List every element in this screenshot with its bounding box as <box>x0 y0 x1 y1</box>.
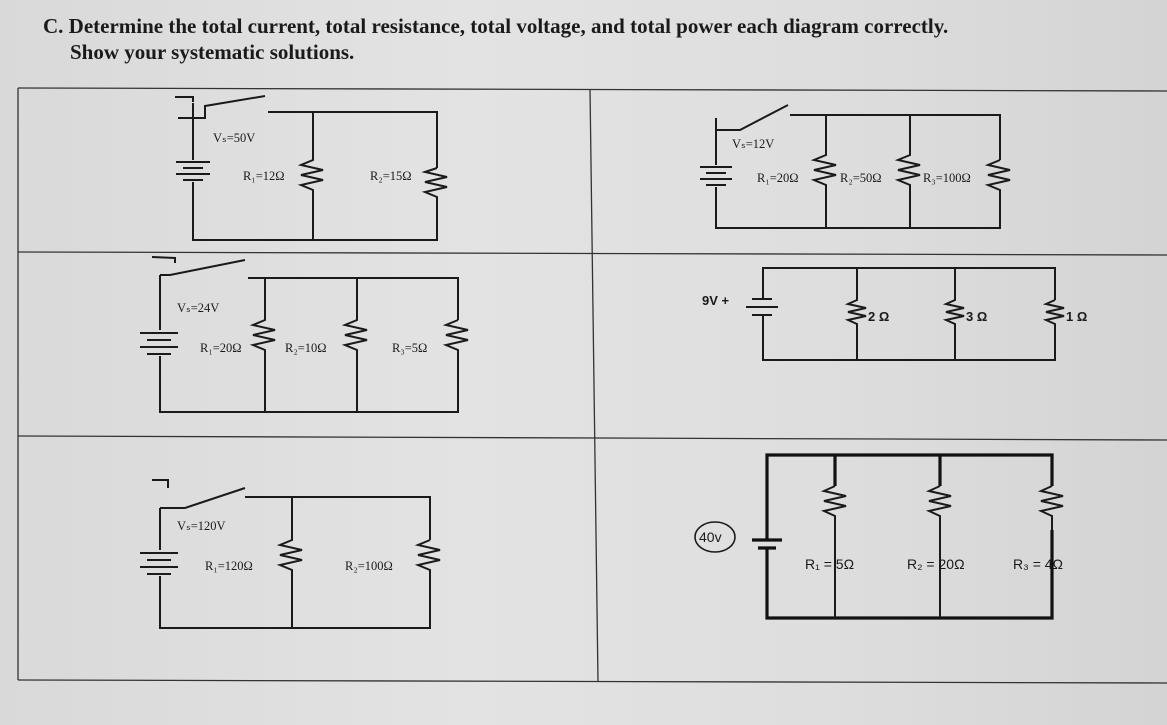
resistor-label-3c: R₃=5Ω <box>392 341 428 355</box>
battery-5-icon <box>140 553 178 574</box>
circuit-diagram-1 <box>175 96 447 240</box>
resistor-label-5a: R₁=120Ω <box>205 559 253 573</box>
resistor-label-6c: R₃ = 4Ω <box>1013 556 1064 572</box>
circuit-diagram-4 <box>702 268 1087 360</box>
resistor-label-6a: R₁ = 5Ω <box>805 556 855 572</box>
battery-6-icon <box>752 540 782 548</box>
voltage-label-2: Vₛ=12V <box>732 137 775 151</box>
battery-4-icon <box>746 299 778 315</box>
circuit-diagram-6 <box>695 455 1063 618</box>
instruction-line-1: C. Determine the total current, total resistance, total voltage, and total power each diagram correctly. <box>43 14 949 38</box>
voltage-label-6: 40v <box>699 529 722 545</box>
voltage-label-5: Vₛ=120V <box>177 519 226 533</box>
circuit-diagram-2 <box>700 105 1010 228</box>
voltage-label-3: Vₛ=24V <box>177 301 220 315</box>
voltage-label-4: 9V + <box>702 293 730 308</box>
battery-2-icon <box>700 167 732 185</box>
resistor-label-1b: R₂=15Ω <box>370 169 412 183</box>
battery-1-icon <box>176 162 210 180</box>
resistor-label-6b: R₂ = 20Ω <box>907 556 965 572</box>
resistor-label-5b: R₂=100Ω <box>345 559 393 573</box>
circuit-diagram-3 <box>140 257 468 412</box>
battery-3-icon <box>140 333 178 354</box>
resistor-label-3a: R₁=20Ω <box>200 341 242 355</box>
instruction-line-2: Show your systematic solutions. <box>70 40 355 64</box>
resistor-label-4a: 2 Ω <box>868 309 890 324</box>
circuit-diagram-5 <box>140 480 440 628</box>
resistor-label-4c: 1 Ω <box>1066 309 1088 324</box>
resistor-label-4b: 3 Ω <box>966 309 988 324</box>
resistor-label-2a: R₁=20Ω <box>757 171 799 185</box>
resistor-label-3b: R₂=10Ω <box>285 341 327 355</box>
resistor-label-2b: R₂=50Ω <box>840 171 882 185</box>
voltage-label-1: Vₛ=50V <box>213 131 256 145</box>
resistor-label-2c: R₃=100Ω <box>923 171 971 185</box>
resistor-label-1a: R₁=12Ω <box>243 169 285 183</box>
